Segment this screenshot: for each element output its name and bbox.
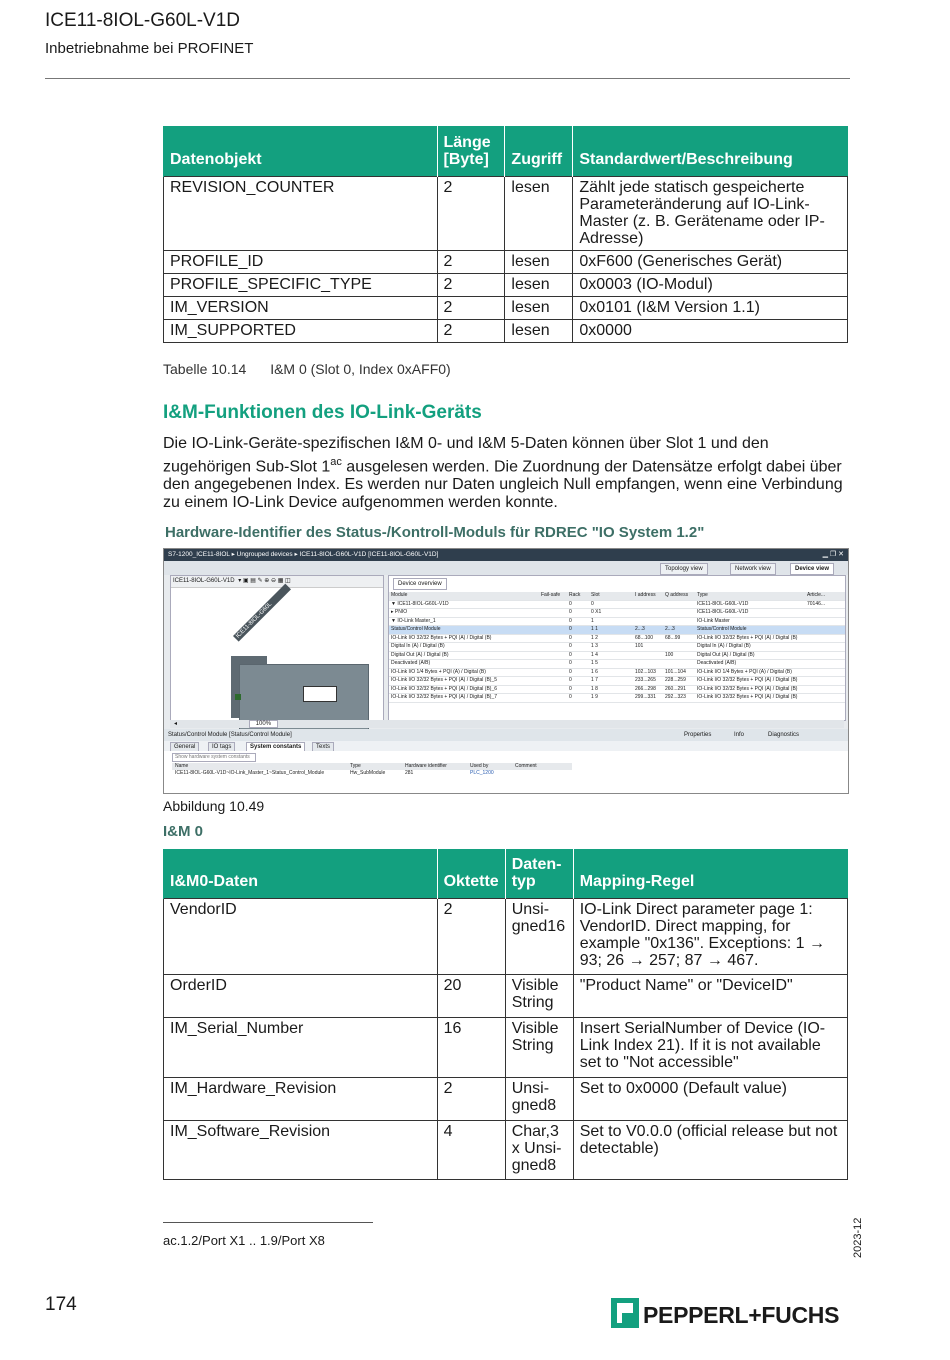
status-led-icon	[235, 694, 241, 700]
table-cell: PROFILE_SPECIFIC_TYPE	[164, 274, 438, 297]
table-cell: VendorID	[164, 899, 438, 975]
grid-cell: 1 9	[589, 694, 633, 703]
properties-tabs	[164, 741, 848, 751]
grid-cell: IO-Link I/O 32/32 Bytes + PQI (A) / Digital (B)	[389, 634, 539, 643]
device-port-block	[303, 686, 337, 702]
grid-cell	[633, 660, 663, 669]
view-tabs-bar	[164, 561, 848, 575]
grid-cell: ▼ ICE11-8IOL-G60L-V1D	[389, 600, 539, 609]
sc-row[interactable]	[172, 770, 572, 777]
grid-cell	[663, 643, 695, 652]
grid-row[interactable]	[389, 600, 845, 609]
grid-cell	[663, 600, 695, 609]
grid-cell	[539, 634, 567, 643]
edition-date	[842, 1212, 882, 1262]
sc-cell: ICE11-8IOL-G60L-V1D~IO-Link_Master_1~Status_Control_Module	[175, 770, 325, 776]
toolbar-icons[interactable]: ▾ ▣ ▤ ✎ ⊕ ⊖ ▦ ◫	[238, 578, 291, 584]
grid-cell	[663, 617, 695, 626]
device-view-pane	[170, 575, 384, 721]
tab-general[interactable]: General	[170, 742, 199, 752]
tab-texts[interactable]: Texts	[312, 742, 334, 752]
grid-cell: IO-Link I/O 32/32 Bytes + PQI (A) / Digital (B)	[695, 685, 805, 694]
grid-row[interactable]	[389, 634, 845, 643]
sc-header[interactable]: Name	[172, 763, 347, 770]
system-constants-table	[172, 763, 572, 777]
properties-title: Status/Control Module [Status/Control Module]	[168, 732, 292, 738]
brand-name: PEPPERL+FUCHS	[643, 1302, 840, 1328]
grid-cell: 68...100	[633, 634, 663, 643]
grid-row[interactable]	[389, 685, 845, 694]
table-header-row	[164, 850, 848, 899]
grid-cell: 266...298	[633, 685, 663, 694]
grid-cell	[633, 600, 663, 609]
grid-cell: 292...323	[663, 694, 695, 703]
sc-header[interactable]: Comment	[512, 763, 572, 770]
table-cell: 2	[437, 320, 505, 343]
grid-cell: ICE11-8IOL-G60L-V1D	[695, 609, 805, 618]
sc-cell[interactable]: PLC_1200	[470, 770, 494, 776]
table-row	[164, 1121, 848, 1180]
table-cell: 2	[437, 1078, 505, 1121]
table-cell: lesen	[505, 297, 573, 320]
system-constants-panel	[164, 751, 848, 793]
table-cell: Visible String	[505, 1018, 573, 1078]
grid-cell: Status/Control Module	[389, 626, 539, 635]
pf-logo-icon	[611, 1298, 639, 1328]
column-header: Länge [Byte]	[437, 127, 505, 177]
grid-cell	[805, 643, 845, 652]
grid-cell: 2...3	[663, 626, 695, 635]
device-overview-grid	[389, 592, 845, 703]
grid-cell	[633, 651, 663, 660]
grid-cell: 0	[567, 651, 589, 660]
window-title: S7-1200_ICE11-8IOL ▸ Ungrouped devices ▸ ICE11-8IOL-G60L-V1D [ICE11-8IOL-G60L-V1D]	[168, 551, 439, 558]
grid-cell: 0	[567, 643, 589, 652]
edition-date-text: 2023-12	[852, 1217, 864, 1258]
grid-row[interactable]	[389, 660, 845, 669]
table-cell: IM_SUPPORTED	[164, 320, 438, 343]
grid-cell	[539, 600, 567, 609]
table-cell: Set to V0.0.0 (official release but not detectable)	[573, 1121, 847, 1180]
device-select[interactable]: ICE11-8IOL-G60L-V1D	[173, 578, 235, 584]
table-row	[164, 899, 848, 975]
grid-cell: Digital Out (A) / Digital (B)	[389, 651, 539, 660]
tab-topology-view[interactable]: Topology view	[660, 563, 708, 575]
grid-cell: Deactivated (A/B)	[695, 660, 805, 669]
grid-cell: 102...103	[633, 668, 663, 677]
grid-cell	[539, 677, 567, 686]
grid-cell: IO-Link I/O 32/32 Bytes + PQI (A) / Digital (B)_7	[389, 694, 539, 703]
table-cell: Zählt jede statisch gespeicherte Parameteränderung auf IO-Link-Master (z. B. Gerätename oder IP-Adresse)	[573, 177, 848, 251]
grid-cell: 1	[589, 617, 633, 626]
grid-cell	[663, 609, 695, 618]
grid-row[interactable]	[389, 609, 845, 618]
grid-cell: Digital In (A) / Digital (B)	[389, 643, 539, 652]
table-caption	[163, 361, 451, 377]
table-cell: Insert SerialNumber of Device (IO-Link Index 21). If it is not available set to "Not accessible"	[573, 1018, 847, 1078]
table-row	[164, 1018, 848, 1078]
table-header-row	[164, 127, 848, 177]
grid-header[interactable]: Slot	[589, 592, 633, 600]
properties-button[interactable]: Properties	[684, 732, 712, 738]
table-cell: Unsi-gned16	[505, 899, 573, 975]
sc-header-row	[172, 763, 572, 770]
sc-cell	[512, 770, 572, 777]
grid-body	[389, 600, 845, 702]
grid-cell: IO-Link Master	[695, 617, 805, 626]
table-row	[164, 320, 848, 343]
grid-cell: 1 4	[589, 651, 633, 660]
table-cell: Unsi-gned8	[505, 1078, 573, 1121]
properties-header	[164, 729, 848, 741]
brand-logo	[611, 1298, 851, 1330]
grid-header[interactable]: Type	[695, 592, 805, 600]
tia-portal-screenshot	[163, 548, 849, 794]
grid-cell: Digital Out (A) / Digital (B)	[695, 651, 805, 660]
table-cell: lesen	[505, 274, 573, 297]
paragraph-text: ausgelesen werden. Die Zuordnung der Datensätze erfolgt dabei über den angegebenen Index. Es werden nur Daten ungleich Null empfangen, wenn eine Verbindung zu einem IO-Link Device aufgenommen werden konnte.	[163, 458, 843, 512]
footnote-text: ac.1.2/Port X1 .. 1.9/Port X8	[163, 1233, 325, 1248]
grid-cell: Digital In (A) / Digital (B)	[695, 643, 805, 652]
grid-cell	[539, 651, 567, 660]
table-cell: IM_VERSION	[164, 297, 438, 320]
grid-cell	[539, 643, 567, 652]
grid-cell	[805, 685, 845, 694]
im0-data-table	[163, 849, 848, 1180]
grid-cell: 0	[567, 685, 589, 694]
table-cell: 0x0000	[573, 320, 848, 343]
table-row	[164, 177, 848, 251]
table-row	[164, 274, 848, 297]
grid-header-row	[389, 592, 845, 600]
grid-cell: 1 5	[589, 660, 633, 669]
table-cell: IM_Software_Revision	[164, 1121, 438, 1180]
grid-cell	[805, 668, 845, 677]
column-header: Daten-typ	[505, 850, 573, 899]
column-header: Datenobjekt	[164, 127, 438, 177]
table-cell: 0x0101 (I&M Version 1.1)	[573, 297, 848, 320]
grid-cell: ▸ PNIO	[389, 609, 539, 618]
device-rack-label: ICE11-8IOL-G60L	[233, 584, 291, 642]
column-header: Oktette	[437, 850, 505, 899]
grid-header[interactable]: Fail-safe	[539, 592, 567, 600]
document-title: ICE11-8IOL-G60L-V1D	[45, 10, 241, 31]
grid-cell: 260...291	[663, 685, 695, 694]
table-cell: IO-Link Direct parameter page 1: VendorID. Direct mapping, for example "0x136". Exceptions: 1 → 93; 26 → 257; 87 → 467.	[573, 899, 847, 975]
table-cell: 2	[437, 899, 505, 975]
grid-header[interactable]: Q address	[663, 592, 695, 600]
grid-cell: 0	[567, 634, 589, 643]
grid-cell: 1 1	[589, 626, 633, 635]
table-cell: 0xF600 (Generisches Gerät)	[573, 251, 848, 274]
show-constants-select[interactable]: Show hardware system constants	[172, 753, 256, 762]
grid-cell: IO-Link I/O 1/4 Bytes + PQI (A) / Digital (B)	[695, 668, 805, 677]
tab-network-view[interactable]: Network view	[730, 563, 776, 575]
header-divider	[45, 78, 850, 79]
grid-cell: 1 2	[589, 634, 633, 643]
table-cell: 4	[437, 1121, 505, 1180]
grid-header[interactable]: I address	[633, 592, 663, 600]
grid-cell	[805, 626, 845, 635]
grid-cell: 2...3	[633, 626, 663, 635]
table-cell: lesen	[505, 251, 573, 274]
table-cell: PROFILE_ID	[164, 251, 438, 274]
grid-cell	[633, 609, 663, 618]
zoom-bar	[170, 720, 844, 728]
table-cell: IM_Hardware_Revision	[164, 1078, 438, 1121]
table-cell: 2	[437, 297, 505, 320]
grid-cell: 0	[567, 668, 589, 677]
grid-cell: 0	[567, 617, 589, 626]
device-toolbar	[171, 576, 383, 588]
grid-cell: 101...104	[663, 668, 695, 677]
grid-row[interactable]	[389, 677, 845, 686]
grid-cell: 0 X1	[589, 609, 633, 618]
tab-device-overview[interactable]: Device overview	[393, 578, 447, 590]
chapter-title: Inbetriebnahme bei PROFINET	[45, 40, 254, 57]
im0-heading: I&M 0	[163, 823, 204, 840]
footnote-divider	[163, 1222, 373, 1223]
figure-title: Hardware-Identifier des Status-/Kontroll-Moduls für RDREC "IO System 1.2"	[165, 524, 705, 541]
grid-cell: Deactivated (A/B)	[389, 660, 539, 669]
im0-slot0-table	[163, 126, 848, 343]
sc-header[interactable]: Type	[347, 763, 402, 770]
grid-cell: ICE11-8IOL-G60L-V1D	[695, 600, 805, 609]
grid-cell: Status/Control Module	[695, 626, 805, 635]
grid-cell: IO-Link I/O 1/4 Bytes + PQI (A) / Digital (B)	[389, 668, 539, 677]
column-header: Standardwert/Beschreibung	[573, 127, 848, 177]
grid-cell	[805, 617, 845, 626]
sc-cell: 281	[405, 770, 414, 776]
grid-cell	[805, 634, 845, 643]
grid-cell	[663, 660, 695, 669]
table-caption-text: I&M 0 (Slot 0, Index 0xAFF0)	[270, 361, 451, 377]
paragraph-text: Die IO-Link-Geräte-spezifischen I&M 0- und I&M 5-Daten können über Slot 1 und den zugehörigen Sub-Slot 1	[163, 435, 769, 476]
grid-header[interactable]: Module	[389, 592, 539, 600]
grid-row[interactable]	[389, 694, 845, 703]
grid-cell: 1 8	[589, 685, 633, 694]
grid-cell	[539, 660, 567, 669]
grid-cell: IO-Link I/O 32/32 Bytes + PQI (A) / Digital (B)	[695, 694, 805, 703]
table-row	[164, 251, 848, 274]
grid-cell: 0	[589, 600, 633, 609]
grid-cell: 0	[567, 660, 589, 669]
grid-cell: IO-Link I/O 32/32 Bytes + PQI (A) / Digital (B)_5	[389, 677, 539, 686]
column-header: Mapping-Regel	[573, 850, 847, 899]
grid-cell: IO-Link I/O 32/32 Bytes + PQI (A) / Digital (B)	[695, 634, 805, 643]
table-cell: 2	[437, 274, 505, 297]
grid-cell	[539, 626, 567, 635]
table-cell: 16	[437, 1018, 505, 1078]
zoom-select[interactable]: 100%	[249, 720, 278, 728]
grid-cell	[805, 694, 845, 703]
grid-row[interactable]	[389, 668, 845, 677]
grid-cell	[539, 609, 567, 618]
sc-header[interactable]: Hardware identifier	[402, 763, 467, 770]
window-titlebar	[164, 549, 848, 561]
diagnostics-button[interactable]: Diagnostics	[768, 732, 800, 738]
table-row	[164, 297, 848, 320]
figure-caption: Abbildung 10.49	[163, 798, 265, 814]
grid-cell	[539, 668, 567, 677]
grid-cell: IO-Link I/O 32/32 Bytes + PQI (A) / Digital (B)_6	[389, 685, 539, 694]
grid-cell	[805, 677, 845, 686]
grid-cell: 1 3	[589, 643, 633, 652]
table-cell: Visible String	[505, 975, 573, 1018]
table-cell: Set to 0x0000 (Default value)	[573, 1078, 847, 1121]
scroll-left-icon[interactable]: ◂	[174, 721, 178, 727]
column-header: Zugriff	[505, 127, 573, 177]
table-cell: 2	[437, 177, 505, 251]
grid-row[interactable]	[389, 643, 845, 652]
grid-cell: 233...265	[633, 677, 663, 686]
grid-cell	[805, 660, 845, 669]
table-row	[164, 975, 848, 1018]
grid-cell: 0	[567, 609, 589, 618]
table-cell: IM_Serial_Number	[164, 1018, 438, 1078]
grid-cell: 1 6	[589, 668, 633, 677]
grid-cell	[633, 617, 663, 626]
table-cell: 2	[437, 251, 505, 274]
grid-cell: 0	[567, 600, 589, 609]
grid-cell	[539, 617, 567, 626]
tab-io-tags[interactable]: IO tags	[208, 742, 235, 752]
table-cell: OrderID	[164, 975, 438, 1018]
grid-cell	[805, 651, 845, 660]
grid-row[interactable]	[389, 626, 845, 635]
grid-cell: 0	[567, 677, 589, 686]
tab-system-constants[interactable]: System constants	[246, 742, 305, 752]
grid-cell: 0	[567, 626, 589, 635]
column-header: I&M0-Daten	[164, 850, 438, 899]
table-cell: lesen	[505, 177, 573, 251]
grid-cell: 0	[567, 694, 589, 703]
grid-cell: 100	[663, 651, 695, 660]
table-cell: REVISION_COUNTER	[164, 177, 438, 251]
grid-cell	[539, 685, 567, 694]
footnote-reference[interactable]: ac	[330, 456, 342, 468]
section-paragraph	[163, 435, 853, 512]
sc-cell: Hw_SubModule	[350, 770, 386, 776]
info-button[interactable]: Info	[734, 732, 745, 738]
grid-cell: 1 7	[589, 677, 633, 686]
table-row	[164, 1078, 848, 1121]
grid-cell: 101	[633, 643, 663, 652]
grid-header[interactable]: Rack	[567, 592, 589, 600]
tab-device-view[interactable]: Device view	[790, 563, 834, 575]
table-cell: Char,3 x Unsi-gned8	[505, 1121, 573, 1180]
sc-header[interactable]: Used by	[467, 763, 512, 770]
table-cell: "Product Name" or "DeviceID"	[573, 975, 847, 1018]
grid-cell: 299...331	[633, 694, 663, 703]
grid-row[interactable]	[389, 651, 845, 660]
grid-cell: 70146...	[805, 600, 845, 609]
table-cell: 0x0003 (IO-Modul)	[573, 274, 848, 297]
grid-cell: 228...259	[663, 677, 695, 686]
grid-cell	[539, 694, 567, 703]
page-number: 174	[45, 1294, 77, 1315]
table-caption-label: Tabelle 10.14	[163, 361, 247, 377]
window-controls[interactable]: ▁ ❐ ✕	[822, 551, 844, 558]
table-cell: 20	[437, 975, 505, 1018]
grid-cell: IO-Link I/O 32/32 Bytes + PQI (A) / Digital (B)	[695, 677, 805, 686]
grid-cell: ▼ IO-Link Master_1	[389, 617, 539, 626]
grid-header[interactable]: Article...	[805, 592, 845, 600]
grid-cell	[805, 609, 845, 618]
grid-row[interactable]	[389, 617, 845, 626]
table-cell: lesen	[505, 320, 573, 343]
section-heading: I&M-Funktionen des IO-Link-Geräts	[163, 402, 482, 423]
grid-cell: 68...99	[663, 634, 695, 643]
device-overview-pane	[388, 575, 846, 721]
